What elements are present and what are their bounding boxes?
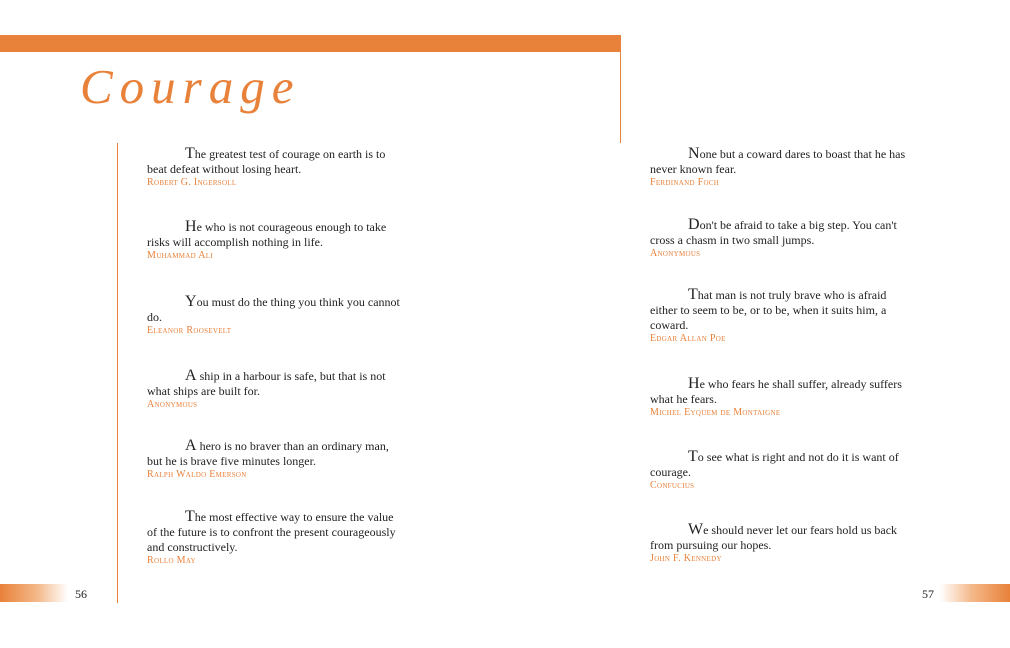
quote-author: Michel Eyquem de Montaigne (650, 407, 781, 418)
quote-author: Robert G. Ingersoll (147, 177, 237, 188)
quote-author: Edgar Allan Poe (650, 333, 726, 344)
quote-text: You must do the thing you think you cannot do. (147, 293, 400, 324)
quote-author: Ferdinand Foch (650, 177, 720, 188)
quote-text: We should never let our fears hold us back from pursuing our hopes. (650, 521, 898, 552)
quote-block (650, 449, 908, 491)
quote-text: To see what is right and not do it is want of courage. (650, 448, 899, 479)
quote-block (650, 146, 908, 188)
top-accent-bar (0, 35, 621, 52)
footer-accent-bar-left (0, 584, 68, 602)
quote-author: Eleanor Roosevelt (147, 325, 232, 336)
quote-block (147, 368, 405, 410)
quote-text: A hero is no braver than an ordinary man, but he is brave five minutes longer. (147, 437, 389, 468)
page-number-right: 57 (922, 587, 934, 601)
quote-block (650, 376, 908, 418)
top-accent-bar-drop (620, 35, 621, 143)
quote-text: He who is not courageous enough to take risks will accomplish nothing in life. (147, 218, 387, 249)
quote-text: The greatest test of courage on earth is to beat defeat without losing heart. (147, 145, 386, 176)
quote-block (147, 509, 405, 566)
page-number-left: 56 (75, 587, 87, 601)
quote-text: None but a coward dares to boast that he has never known fear. (650, 145, 906, 176)
quote-block (650, 287, 908, 344)
quote-text: A ship in a harbour is safe, but that is not what ships are built for. (147, 367, 386, 398)
quote-text: Don't be afraid to take a big step. You can't cross a chasm in two small jumps. (650, 216, 897, 247)
quote-block (650, 522, 908, 564)
footer-accent-bar-right (940, 584, 1010, 602)
quote-author: Ralph Waldo Emerson (147, 469, 247, 480)
quote-text: The most effective way to ensure the value of the future is to confront the present courageously and constructively. (147, 508, 396, 554)
quote-text: He who fears he shall suffer, already suffers what he fears. (650, 375, 902, 406)
quote-text: That man is not truly brave who is afraid either to seem to be, or to be, when it suits him, a coward. (650, 286, 887, 332)
quote-author: John F. Kennedy (650, 553, 722, 564)
left-margin-rule (117, 143, 118, 603)
page-title: Courage (80, 59, 301, 114)
quote-block (147, 146, 405, 188)
quote-author: Confucius (650, 480, 695, 491)
quote-block (147, 294, 405, 336)
quote-author: Rollo May (147, 555, 196, 566)
quote-block (147, 219, 405, 261)
quote-author: Anonymous (650, 248, 701, 259)
quote-author: Anonymous (147, 399, 198, 410)
quote-block (650, 217, 908, 259)
quote-author: Muhammad Ali (147, 250, 213, 261)
quote-block (147, 438, 405, 480)
